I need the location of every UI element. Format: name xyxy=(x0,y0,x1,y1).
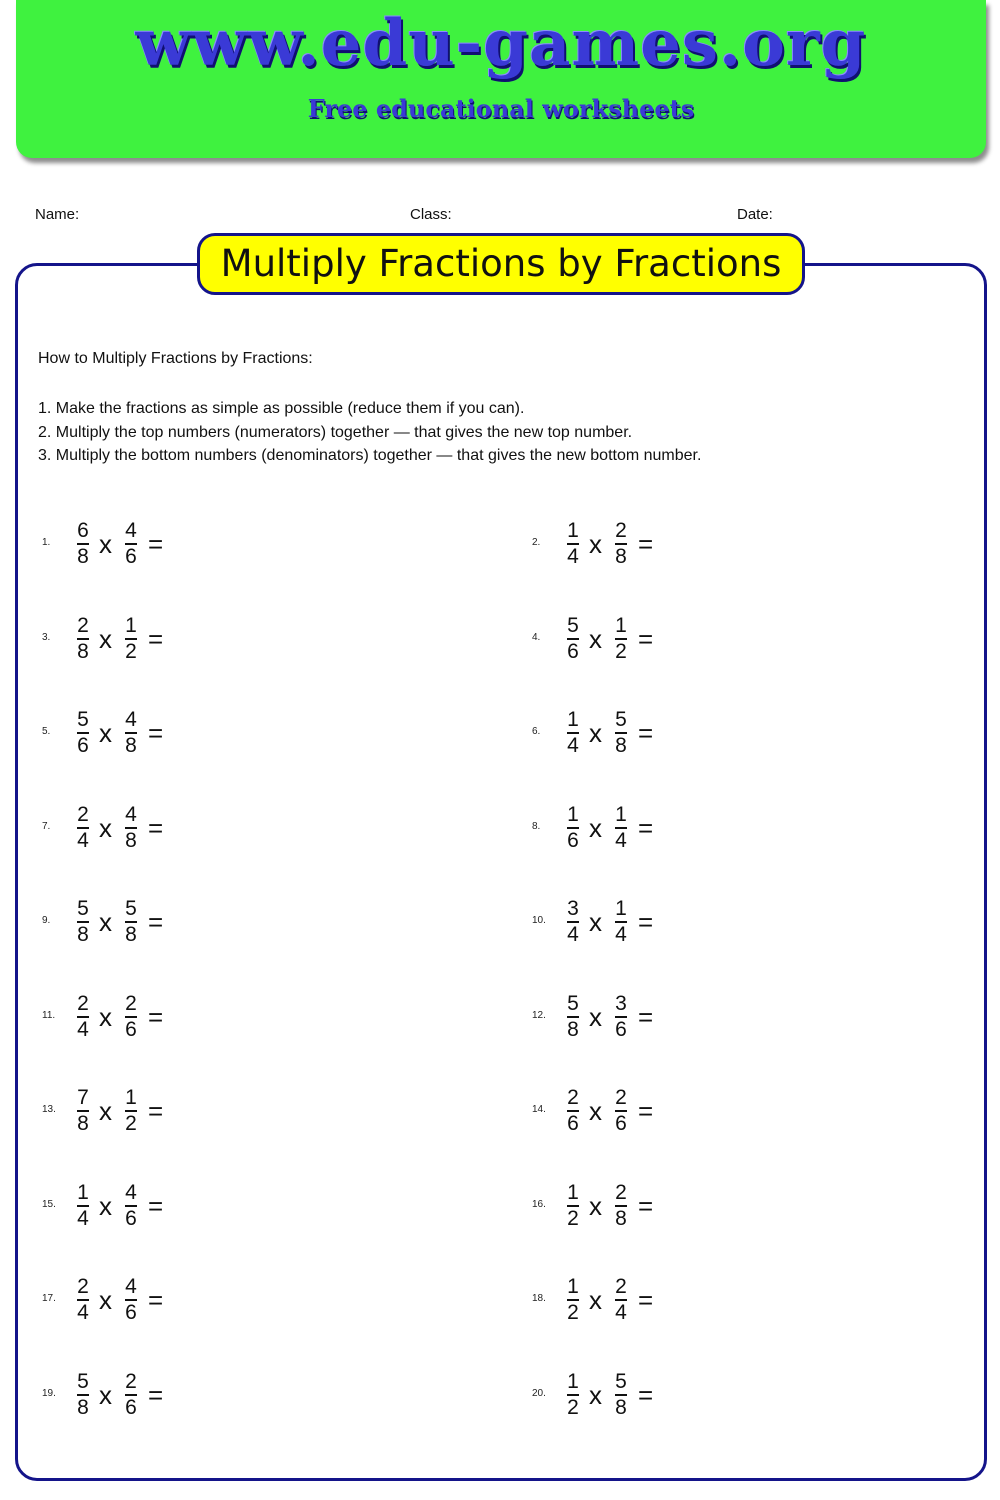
equals-sign: = xyxy=(148,529,164,559)
fraction xyxy=(73,803,93,853)
equals-sign: = xyxy=(148,718,164,748)
fraction xyxy=(611,1370,631,1420)
multiply-sign: x xyxy=(589,623,602,654)
numerator: 2 xyxy=(125,1369,137,1393)
numerator: 5 xyxy=(77,897,89,920)
multiply-sign: x xyxy=(589,1379,602,1410)
problem-number: 8. xyxy=(532,820,541,832)
problem-item xyxy=(532,893,732,953)
numerator: 1 xyxy=(567,708,579,731)
equals-sign: = xyxy=(638,718,654,748)
problem-item xyxy=(42,799,242,859)
denominator: 2 xyxy=(125,1112,137,1135)
denominator: 8 xyxy=(567,1017,579,1041)
denominator: 8 xyxy=(77,1112,89,1135)
fraction xyxy=(121,992,141,1042)
multiply-sign: x xyxy=(99,718,112,748)
equals-sign: = xyxy=(148,1285,164,1315)
numerator: 7 xyxy=(77,1086,89,1109)
fraction xyxy=(611,992,631,1042)
numerator: 2 xyxy=(77,802,89,826)
fraction xyxy=(121,1086,141,1136)
fraction xyxy=(563,1370,583,1420)
denominator: 2 xyxy=(615,639,627,663)
numerator: 5 xyxy=(77,708,89,731)
problem-number: 3. xyxy=(42,631,51,643)
denominator: 6 xyxy=(567,639,579,663)
denominator: 4 xyxy=(77,828,89,852)
fraction xyxy=(121,1181,141,1231)
denominator: 6 xyxy=(615,1017,627,1041)
fraction xyxy=(611,803,631,853)
instructions-list xyxy=(38,397,701,468)
fraction xyxy=(611,708,631,758)
numerator: 3 xyxy=(567,897,579,920)
numerator: 2 xyxy=(615,519,627,542)
fraction xyxy=(73,1181,93,1231)
multiply-sign: x xyxy=(589,1285,602,1315)
class-field-label: Class: xyxy=(410,206,452,223)
numerator: 2 xyxy=(615,1180,627,1204)
denominator: 6 xyxy=(125,545,137,568)
problem-item xyxy=(42,610,242,670)
equals-sign: = xyxy=(148,623,164,654)
denominator: 4 xyxy=(615,923,627,946)
numerator: 4 xyxy=(125,708,137,731)
fraction xyxy=(563,519,583,569)
fraction xyxy=(611,1181,631,1231)
problem-item xyxy=(532,515,732,575)
problem-number: 9. xyxy=(42,915,51,926)
denominator: 6 xyxy=(567,828,579,852)
problem-item xyxy=(532,1366,732,1426)
problem-number: 17. xyxy=(42,1293,56,1304)
fraction xyxy=(563,1275,583,1325)
numerator: 3 xyxy=(615,991,627,1015)
denominator: 8 xyxy=(615,545,627,568)
equals-sign: = xyxy=(148,1379,164,1410)
problem-number: 14. xyxy=(532,1104,546,1115)
denominator: 4 xyxy=(77,1206,89,1230)
site-tagline: Free educational worksheets xyxy=(307,94,695,123)
numerator: 1 xyxy=(567,1180,579,1204)
problem-number: 19. xyxy=(42,1387,56,1399)
multiply-sign: x xyxy=(589,1190,602,1221)
numerator: 5 xyxy=(567,613,579,637)
fraction xyxy=(73,1086,93,1136)
equals-sign: = xyxy=(148,812,164,843)
fraction xyxy=(73,614,93,664)
denominator: 4 xyxy=(77,1017,89,1041)
problem-item xyxy=(42,515,242,575)
fraction xyxy=(121,1370,141,1420)
multiply-sign: x xyxy=(99,907,112,937)
equals-sign: = xyxy=(638,907,654,937)
denominator: 2 xyxy=(567,1301,579,1324)
numerator: 2 xyxy=(125,991,137,1015)
fraction xyxy=(611,897,631,947)
problem-item xyxy=(42,1271,242,1331)
denominator: 2 xyxy=(125,639,137,663)
problem-item xyxy=(42,1082,242,1142)
fraction xyxy=(73,519,93,569)
numerator: 2 xyxy=(615,1275,627,1298)
denominator: 4 xyxy=(567,734,579,757)
denominator: 6 xyxy=(125,1301,137,1324)
fraction xyxy=(611,1086,631,1136)
denominator: 8 xyxy=(615,1206,627,1230)
multiply-sign: x xyxy=(99,1096,112,1126)
problem-item xyxy=(42,704,242,764)
problem-item xyxy=(532,1082,732,1142)
instruction-step: 2. Multiply the top numbers (numerators) together — that gives the new top number. xyxy=(38,423,633,441)
denominator: 4 xyxy=(567,545,579,568)
equals-sign: = xyxy=(638,1001,654,1032)
equals-sign: = xyxy=(638,1096,654,1126)
problem-number: 18. xyxy=(532,1293,546,1304)
denominator: 8 xyxy=(77,923,89,946)
denominator: 4 xyxy=(77,1301,89,1324)
date-field-label: Date: xyxy=(737,206,773,223)
numerator: 1 xyxy=(567,1369,579,1393)
numerator: 1 xyxy=(615,897,627,920)
denominator: 6 xyxy=(615,1112,627,1135)
denominator: 8 xyxy=(77,1395,89,1419)
numerator: 1 xyxy=(77,1180,89,1204)
numerator: 1 xyxy=(125,613,137,637)
equals-sign: = xyxy=(148,1001,164,1032)
fraction xyxy=(563,992,583,1042)
fraction xyxy=(611,1275,631,1325)
problem-number: 7. xyxy=(42,820,51,832)
numerator: 2 xyxy=(77,613,89,637)
name-field-label: Name: xyxy=(35,206,80,223)
numerator: 4 xyxy=(125,1275,137,1298)
problem-number: 16. xyxy=(532,1198,546,1210)
multiply-sign: x xyxy=(99,529,112,559)
denominator: 6 xyxy=(125,1395,137,1419)
multiply-sign: x xyxy=(99,1190,112,1221)
problem-number: 11. xyxy=(42,1009,56,1021)
problem-item xyxy=(42,1366,242,1426)
numerator: 5 xyxy=(77,1369,89,1393)
denominator: 8 xyxy=(615,1395,627,1419)
denominator: 4 xyxy=(615,1301,627,1324)
fraction xyxy=(611,519,631,569)
equals-sign: = xyxy=(638,1190,654,1221)
multiply-sign: x xyxy=(99,812,112,843)
multiply-sign: x xyxy=(99,1285,112,1315)
fraction xyxy=(73,1370,93,1420)
problem-number: 10. xyxy=(532,915,546,926)
instructions-heading: How to Multiply Fractions by Fractions: xyxy=(38,350,313,367)
problem-item xyxy=(42,1177,242,1237)
problem-item xyxy=(532,704,732,764)
numerator: 4 xyxy=(125,1180,137,1204)
problem-number: 6. xyxy=(532,726,541,737)
multiply-sign: x xyxy=(99,1379,112,1410)
numerator: 5 xyxy=(125,897,137,920)
numerator: 6 xyxy=(77,519,89,542)
numerator: 4 xyxy=(125,519,137,542)
problem-number: 20. xyxy=(532,1387,546,1399)
site-banner xyxy=(16,0,986,158)
equals-sign: = xyxy=(638,812,654,843)
problem-number: 2. xyxy=(532,537,541,548)
problem-item xyxy=(532,610,732,670)
denominator: 4 xyxy=(567,923,579,946)
denominator: 8 xyxy=(77,545,89,568)
fraction xyxy=(563,1086,583,1136)
fraction xyxy=(121,897,141,947)
numerator: 1 xyxy=(567,802,579,826)
multiply-sign: x xyxy=(589,529,602,559)
numerator: 5 xyxy=(615,708,627,731)
denominator: 8 xyxy=(125,734,137,757)
numerator: 1 xyxy=(567,1275,579,1298)
denominator: 6 xyxy=(567,1112,579,1135)
denominator: 8 xyxy=(125,828,137,852)
equals-sign: = xyxy=(638,1285,654,1315)
fraction xyxy=(611,614,631,664)
fraction xyxy=(121,519,141,569)
equals-sign: = xyxy=(638,623,654,654)
fraction xyxy=(121,1275,141,1325)
denominator: 2 xyxy=(567,1206,579,1230)
fraction xyxy=(121,708,141,758)
multiply-sign: x xyxy=(589,1001,602,1032)
numerator: 4 xyxy=(125,802,137,826)
problem-item xyxy=(532,1177,732,1237)
equals-sign: = xyxy=(148,907,164,937)
problem-item xyxy=(532,988,732,1048)
numerator: 1 xyxy=(125,1086,137,1109)
fraction xyxy=(73,1275,93,1325)
problem-number: 4. xyxy=(532,631,541,643)
problem-item xyxy=(42,988,242,1048)
problem-number: 15. xyxy=(42,1198,56,1210)
worksheet-title: Multiply Fractions by Fractions xyxy=(197,233,805,295)
multiply-sign: x xyxy=(589,907,602,937)
denominator: 4 xyxy=(615,828,627,852)
fraction xyxy=(563,803,583,853)
fraction xyxy=(73,708,93,758)
fraction xyxy=(73,897,93,947)
equals-sign: = xyxy=(638,1379,654,1410)
denominator: 2 xyxy=(567,1395,579,1419)
problem-item xyxy=(532,1271,732,1331)
multiply-sign: x xyxy=(589,1096,602,1126)
problem-number: 1. xyxy=(42,537,51,548)
fraction xyxy=(563,708,583,758)
denominator: 8 xyxy=(125,923,137,946)
multiply-sign: x xyxy=(589,812,602,843)
instruction-step: 1. Make the fractions as simple as possible (reduce them if you can). xyxy=(38,400,525,417)
fraction xyxy=(563,1181,583,1231)
denominator: 6 xyxy=(125,1017,137,1041)
problem-item xyxy=(42,893,242,953)
numerator: 2 xyxy=(615,1086,627,1109)
multiply-sign: x xyxy=(589,718,602,748)
fraction xyxy=(73,992,93,1042)
fraction xyxy=(563,897,583,947)
denominator: 8 xyxy=(615,734,627,757)
numerator: 1 xyxy=(567,519,579,542)
multiply-sign: x xyxy=(99,1001,112,1032)
numerator: 5 xyxy=(567,991,579,1015)
denominator: 6 xyxy=(77,734,89,757)
numerator: 5 xyxy=(615,1369,627,1393)
problem-number: 12. xyxy=(532,1009,546,1021)
numerator: 2 xyxy=(77,1275,89,1298)
site-logo-text: www.edu-games.org xyxy=(135,6,867,81)
equals-sign: = xyxy=(638,529,654,559)
denominator: 6 xyxy=(125,1206,137,1230)
fraction xyxy=(121,614,141,664)
equals-sign: = xyxy=(148,1190,164,1221)
numerator: 2 xyxy=(567,1086,579,1109)
instruction-step: 3. Multiply the bottom numbers (denominators) together — that gives the new bottom number. xyxy=(38,447,702,464)
problem-number: 13. xyxy=(42,1104,56,1115)
fraction xyxy=(121,803,141,853)
numerator: 1 xyxy=(615,802,627,826)
problem-item xyxy=(532,799,732,859)
denominator: 8 xyxy=(77,639,89,663)
equals-sign: = xyxy=(148,1096,164,1126)
problem-number: 5. xyxy=(42,726,51,737)
fraction xyxy=(563,614,583,664)
numerator: 2 xyxy=(77,991,89,1015)
multiply-sign: x xyxy=(99,623,112,654)
numerator: 1 xyxy=(615,613,627,637)
